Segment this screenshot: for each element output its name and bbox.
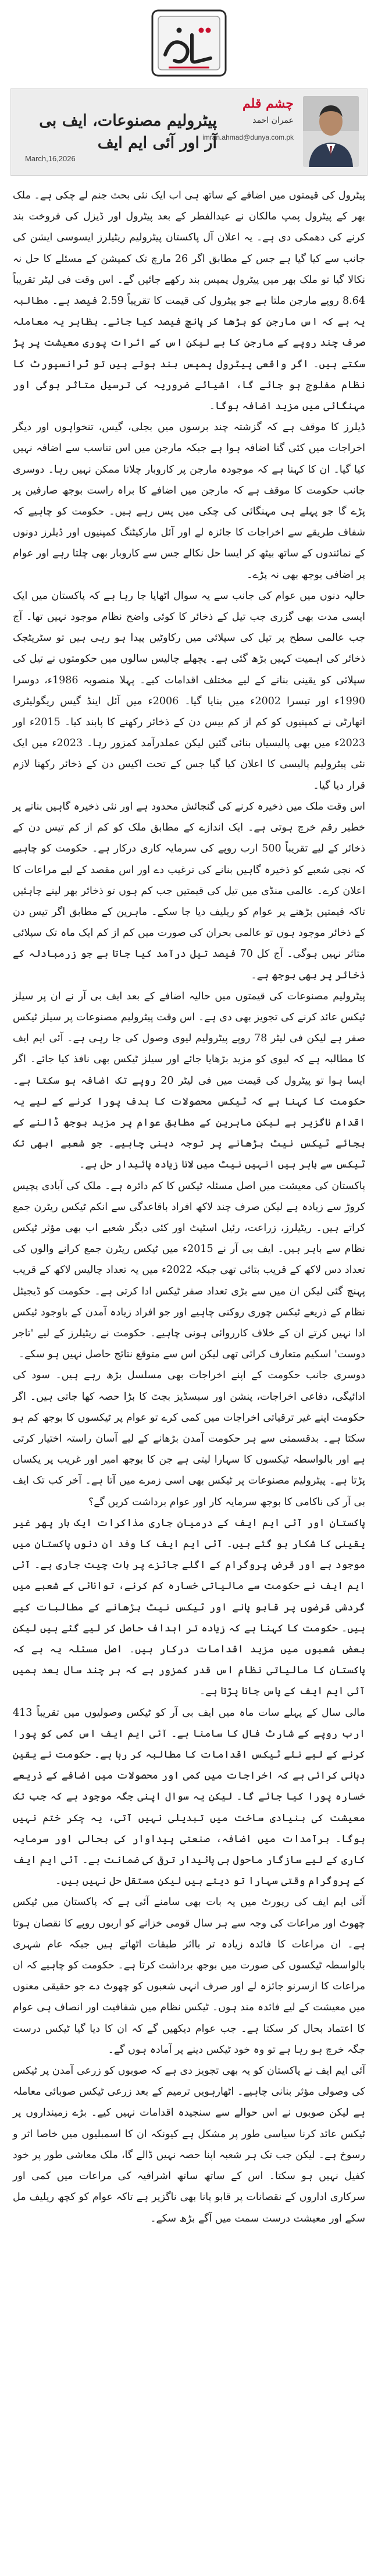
article-paragraph: ڈیلرز کا موقف ہے کہ گزشتہ چند برسوں میں بجلی، گیس، تنخواہوں اور دیگر اخراجات میں کئی گنا اضافہ ہوا ہے جبکہ مارجن میں اس تناسب سے اضافہ نہیں کیا گیا۔ ان کا کہنا ہے کہ موجودہ مارجن پر کاروبار چلانا ممکن نہیں رہا۔ دوسری جانب حکومت کا موقف ہے کہ مارجن میں اضافے کا براہ راست بوجھ صارفین پر پڑے گا جو پہلے ہی مہنگائی کی چکی میں پس رہے ہیں۔ حکومت کو چاہیے کہ شفاف طریقے سے اخراجات کا جائزہ لے اور آئل مارکیٹنگ کمپنیوں اور ڈیلرز دونوں کے نمائندوں کے ساتھ بیٹھ کر ایسا حل نکالے جس سے کاروبار بھی چلتا رہے اور عوام پر اضافی بوجھ بھی نہ پڑے۔ <box>13 421 365 581</box>
article-paragraph: پاکستان اور آئی ایم ایف کے درمیان جاری مذاکرات ایک بار پھر غیر یقینی کا شکار ہو گئے ہیں۔ آئی ایم ایف کا وفد ان دنوں پاکستان میں موجود ہے اور قرض پروگرام کے اگلے جائزے پر بات چیت جاری ہے۔ آئی ایم ایف نے حکومت سے مالیاتی خسارہ کم کرنے، توانائی کے شعبے میں گردشی قرضوں پر قابو پانے اور ٹیکس نیٹ بڑھانے کے مطالبات کیے ہیں۔ حکومت کا کہنا ہے کہ زیادہ تر اہداف حاصل کر لیے گئے ہیں لیکن بعض شعبوں میں مزید اقدامات درکار ہیں۔ اصل مسئلہ یہ ہے کہ پاکستان کا مالیاتی نظام اس قدر کمزور ہے کہ ہر چند سال بعد ہمیں آئی ایم ایف کے پاس جانا پڑتا ہے۔ <box>13 1517 365 1698</box>
article-paragraph: پاکستان کی معیشت میں اصل مسئلہ ٹیکس کا کم دائرہ ہے۔ ملک کی آبادی پچیس کروڑ سے زیادہ ہے لیکن صرف چند لاکھ افراد باقاعدگی سے انکم ٹیکس ریٹرن جمع کراتے ہیں۔ ریٹیلرز، زراعت، رئیل اسٹیٹ اور کئی دیگر شعبے اب بھی مؤثر ٹیکس نظام سے باہر ہیں۔ ایف بی آر نے 2015ء میں ٹیکس ریٹرن جمع کرانے والوں کی تعداد دس لاکھ کے قریب بتائی تھی جبکہ 2022ء میں یہ تعداد چالیس لاکھ کے قریب پہنچ گئی لیکن ان میں سے بڑی تعداد صفر ٹیکس ادا کرتی ہے۔ حکومت کو ڈیجیٹل نظام کے ذریعے ٹیکس چوری روکنی چاہیے اور جو افراد زیادہ آمدن کے باوجود ٹیکس ادا نہیں کرتے ان کے خلاف کارروائی ہونی چاہیے۔ حکومت نے ریٹیلرز کے لیے 'تاجر دوست' اسکیم متعارف کرائی تھی لیکن اس سے متوقع نتائج حاصل نہیں ہو سکے۔ <box>13 1180 366 1361</box>
newspaper-logo[interactable] <box>144 3 234 85</box>
article-paragraph: اس وقت ملک میں ذخیرہ کرنے کی گنجائش محدود ہے اور نئی ذخیرہ گاہیں بنانے پر خطیر رقم خرچ ہوتی ہے۔ ایک اندازے کے مطابق ملک کو کم از کم تیس دن کے ذخائر کے لیے تقریباً 500 ارب روپے کی سرمایہ کاری درکار ہے۔ حکومت کو چاہیے کہ نجی شعبے کو ذخیرہ گاہیں بنانے کی ترغیب دے اور اس مقصد کے لیے مراعات کا اعلان کرے۔ عالمی منڈی میں تیل کی قیمتیں جب کم ہوں تو ذخائر بھر لینے چاہئیں تاکہ قیمتیں بڑھنے پر عوام کو ریلیف دیا جا سکے۔ ماہرین کے مطابق اگر تیس دن کے ذخائر موجود ہوں تو عالمی بحران کی صورت میں کم از کم ایک ماہ تک سپلائی متاثر نہیں ہوگی۔ آج کل 70 فیصد تیل درآمد کیا جاتا ہے جو زرمبادلہ کے ذخائر پر بھی بوجھ ہے۔ <box>13 800 365 981</box>
article-paragraph: پیٹرولیم مصنوعات کی قیمتوں میں حالیہ اضافے کے بعد ایف بی آر نے ان پر سیلز ٹیکس عائد کرنے کی تجویز بھی دی ہے۔ اس وقت پیٹرولیم مصنوعات پر سیلز ٹیکس صفر ہے لیکن فی لیٹر 78 روپے پیٹرولیم لیوی وصول کی جا رہی ہے۔ آئی ایم ایف کا مطالبہ ہے کہ لیوی کو مزید بڑھایا جائے اور سیلز ٹیکس بھی نافذ کیا جائے۔ اگر ایسا ہوا تو پیٹرول کی قیمت میں فی لیٹر 20 روپے تک اضافہ ہو سکتا ہے۔ حکومت کا کہنا ہے کہ ٹیکس محصولات کا ہدف پورا کرنے کے لیے یہ اقدام ناگزیر ہے لیکن ماہرین کے مطابق عوام پر مزید بوجھ ڈالنے کے بجائے ٹیکس نیٹ بڑھانے پر توجہ دینی چاہیے۔ جو شعبے ابھی تک ٹیکس سے باہر ہیں انہیں نیٹ میں لانا زیادہ پائیدار حل ہے۔ <box>13 990 365 1171</box>
article-paragraph: پیٹرول کی قیمتوں میں اضافے کے ساتھ ہی اب ایک نئی بحث جنم لے چکی ہے۔ ملک بھر کے پیٹرول پمپ مالکان نے عیدالفطر کے بعد پیٹرول اور ڈیزل کی فروخت بند کرنے کی دھمکی دی ہے۔ یہ اعلان آل پاکستان پیٹرولیم ریٹیلرز ایسوسی ایشن کی جانب سے کیا گیا ہے جس کے مطابق اگر 26 مارچ تک کمیشن کے مسئلے کا حل نہ نکالا گیا تو ملک بھر میں پیٹرول پمپس بند رکھے جائیں گے۔ اس وقت فی لیٹر تقریباً 8.64 روپے مارجن ملتا ہے جو پیٹرول کی قیمت کا تقریباً 2.59 فیصد ہے۔ مطالبہ یہ ہے کہ اس مارجن کو بڑھا کر پانچ فیصد کیا جائے۔ بظاہر یہ معاملہ صرف چند روپے کے مارجن کا ہے لیکن اس کے اثرات پوری معیشت پر پڑ سکتے ہیں۔ اگر واقعی پیٹرول پمپس بند ہوتے ہیں تو ٹرانسپورٹ کا نظام مفلوج ہو جائے گا، اشیائے ضروریہ کی ترسیل متاثر ہوگی اور مہنگائی میں مزید اضافہ ہوگا۔ <box>13 190 365 413</box>
author-name: عمران احمد <box>252 116 294 125</box>
column-header-banner <box>10 88 368 176</box>
author-photo <box>303 96 359 167</box>
article-paragraph: آئی ایم ایف نے پاکستان کو یہ بھی تجویز دی ہے کہ صوبوں کو زرعی آمدن پر ٹیکس کی وصولی مؤثر بنانی چاہیے۔ اٹھارہویں ترمیم کے بعد زرعی ٹیکس صوبائی معاملہ ہے لیکن صوبوں نے اس حوالے سے سنجیدہ اقدامات نہیں کیے۔ بڑے زمینداروں پر ٹیکس عائد کرنا سیاسی طور پر مشکل ہے کیونکہ ان کا اسمبلیوں میں خاصا اثر و رسوخ ہے۔ لیکن جب تک ہر شعبہ اپنا حصہ نہیں ڈالے گا، ملک معاشی طور پر خود کفیل نہیں ہو سکتا۔ اس کے ساتھ ساتھ اشرافیہ کی مراعات میں کمی اور سرکاری اداروں کے نقصانات پر قابو پانا بھی ناگزیر ہے تاکہ عوام کو کچھ ریلیف مل سکے اور معیشت درست سمت میں آگے بڑھ سکے۔ <box>13 2065 365 2224</box>
article-paragraph: دوسری جانب حکومت کے اپنے اخراجات بھی مسلسل بڑھ رہے ہیں۔ سود کی ادائیگی، دفاعی اخراجات، پنشن اور سبسڈیز بجٹ کا بڑا حصہ کھا جاتی ہیں۔ اگر حکومت اپنے غیر ترقیاتی اخراجات میں کمی کرے تو عوام پر ٹیکسوں کا بوجھ کم ہو سکتا ہے۔ بدقسمتی سے ہر حکومت آمدن بڑھانے کے لیے آسان راستہ اختیار کرتی ہے اور بالواسطہ ٹیکسوں کا سہارا لیتی ہے جن کا بوجھ امیر اور غریب پر یکساں پڑتا ہے۔ پیٹرولیم مصنوعات پر ٹیکس بھی اسی زمرے میں آتا ہے۔ آخر کب تک ایف بی آر کی ناکامی کا بوجھ سرمایہ کار اور عوام برداشت کریں گے؟ <box>13 1369 365 1508</box>
article-paragraph: حالیہ دنوں میں عوام کی جانب سے یہ سوال اٹھایا جا رہا ہے کہ پاکستان میں ایک ایسی مدت بھی گزری جب تیل کے ذخائر کا کوئی واضح نظام موجود نہیں تھا۔ آج جب عالمی سطح پر تیل کی سپلائی میں رکاوٹیں پیدا ہو رہی ہیں تو سٹریٹجک ذخائر کی اہمیت کہیں بڑھ گئی ہے۔ پچھلے چالیس سالوں میں حکومتوں نے تیل کی سپلائی کو یقینی بنانے کے لیے مختلف اقدامات کیے۔ پہلا منصوبہ 1986ء، دوسرا 1990ء اور تیسرا 2002ء میں بنایا گیا۔ 2006ء میں آئل اینڈ گیس ریگولیٹری اتھارٹی نے کمپنیوں کو کم از کم بیس دن کے ذخائر رکھنے کا پابند کیا۔ 2015ء اور 2023ء میں بھی پالیسیاں بنائی گئیں لیکن عملدرآمد کمزور رہا۔ 2023ء میں ایک نئی پیٹرولیم پالیسی کا اعلان کیا گیا جس کے تحت اکیس دن کے ذخائر رکھنا لازم قرار دیا گیا۔ <box>13 590 365 792</box>
author-portrait-icon <box>303 96 359 167</box>
author-email[interactable]: imran.ahmad@dunya.com.pk <box>202 133 294 141</box>
dunya-logo-icon <box>145 5 233 84</box>
publish-date: March,16,2026 <box>25 154 76 163</box>
article-body <box>13 185 365 2229</box>
headline: پیٹرولیم مصنوعات، ایف بی آر اور آئی ایم ایف <box>39 112 217 152</box>
article-paragraph: مالی سال کے پہلے سات ماہ میں ایف بی آر کو ٹیکس وصولیوں میں تقریباً 413 ارب روپے کے شارٹ فال کا سامنا ہے۔ آئی ایم ایف اس کمی کو پورا کرنے کے لیے نئے ٹیکس اقدامات کا مطالبہ کر رہا ہے۔ حکومت نے یقین دہانی کرائی ہے کہ اخراجات میں کمی اور محصولات میں اضافے کے ذریعے خسارہ پورا کیا جائے گا۔ لیکن یہ سوال اپنی جگہ موجود ہے کہ جب تک معیشت کی بنیادی ساخت میں تبدیلی نہیں آتی، یہ چکر ختم نہیں ہوگا۔ برآمدات میں اضافہ، صنعتی پیداوار کی بحالی اور سرمایہ کاری کے لیے سازگار ماحول ہی پائیدار ترقی کی ضمانت ہے۔ آئی ایم ایف کے پروگرام وقتی سہارا تو دیتے ہیں لیکن مستقل حل نہیں ہیں۔ <box>13 1706 365 1887</box>
article-paragraph: آئی ایم ایف کی رپورٹ میں یہ بات بھی سامنے آئی ہے کہ پاکستان میں ٹیکس چھوٹ اور مراعات کی وجہ سے ہر سال قومی خزانے کو اربوں روپے کا نقصان ہوتا ہے۔ ان مراعات کا فائدہ زیادہ تر بااثر طبقات اٹھاتے ہیں جبکہ عام شہری بالواسطہ ٹیکسوں کی صورت میں بوجھ برداشت کرتا ہے۔ حکومت کو چاہیے کہ ان مراعات کا ازسرنو جائزہ لے اور صرف انہی شعبوں کو چھوٹ دے جو حقیقی معنوں میں معیشت کے لیے فائدہ مند ہوں۔ ٹیکس نظام میں شفافیت اور انصاف ہی عوام کا اعتماد بحال کر سکتا ہے۔ جب عوام دیکھیں گے کہ ان کا دیا گیا ٹیکس درست جگہ خرچ ہو رہا ہے تو وہ خود ٹیکس دینے پر آمادہ ہوں گے۔ <box>13 1896 365 2056</box>
column-name: چشم قلم <box>243 96 294 111</box>
